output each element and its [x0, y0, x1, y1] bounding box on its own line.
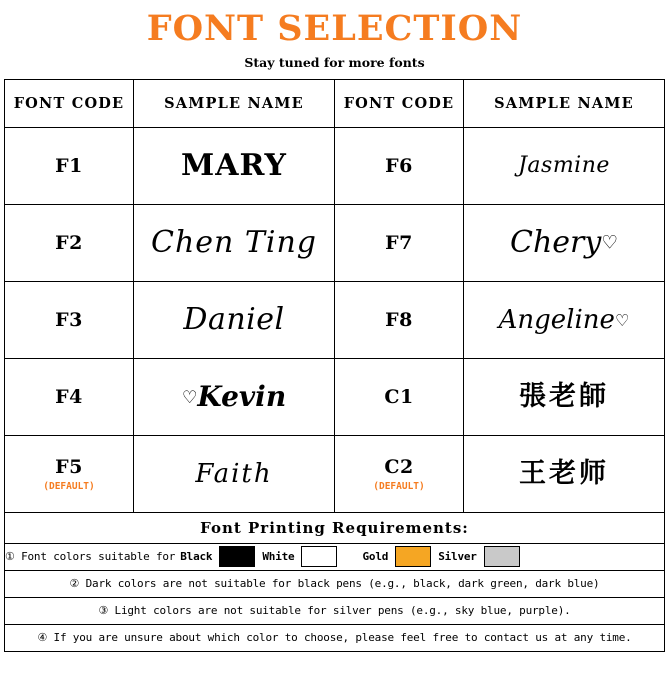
font-sample-f4-text: Kevin [197, 379, 287, 413]
requirement-line-1 [5, 543, 665, 570]
font-sample-f8 [464, 281, 665, 358]
requirements-row [5, 597, 665, 624]
font-code-f5 [5, 435, 134, 512]
font-selection-page [0, 10, 669, 679]
requirements-title-row [5, 512, 665, 543]
font-sample-f7-text: Chery [510, 224, 602, 260]
table-row [5, 435, 665, 512]
font-code-f5-default-note: (DEFAULT) [43, 480, 95, 492]
requirements-row [5, 570, 665, 597]
font-sample-f3: Daniel [134, 281, 335, 358]
font-table [4, 79, 665, 652]
color-chip-white [301, 546, 337, 567]
color-chip-gold [395, 546, 431, 567]
font-sample-f7 [464, 204, 665, 281]
color-swatch-group [5, 546, 664, 567]
font-code-f8: F8 [335, 281, 464, 358]
header-font-code-right: FONT CODE [335, 79, 464, 127]
header-sample-name-right: SAMPLE NAME [464, 79, 665, 127]
color-chip-black [219, 546, 255, 567]
color-label-gold: Gold [362, 550, 389, 563]
requirement-line-2: ② Dark colors are not suitable for black pens (e.g., black, dark green, dark blue) [5, 570, 665, 597]
font-sample-f5: Faith [134, 435, 335, 512]
table-row [5, 127, 665, 204]
requirement-line-3: ③ Light colors are not suitable for silver pens (e.g., sky blue, purple). [5, 597, 665, 624]
heart-icon: ♡ [601, 232, 618, 254]
table-header-row [5, 79, 665, 127]
font-sample-c2: 王老师 [464, 435, 665, 512]
heart-icon: ♡ [181, 387, 198, 408]
font-code-f7: F7 [335, 204, 464, 281]
color-label-silver: Silver [438, 550, 477, 563]
requirements-row [5, 624, 665, 651]
font-sample-f6: Jasmine [464, 127, 665, 204]
page-title: FONT SELECTION [146, 8, 523, 49]
font-code-f6: F6 [335, 127, 464, 204]
font-code-f2: F2 [5, 204, 134, 281]
font-sample-f2: Chen Ting [134, 204, 335, 281]
font-code-c2 [335, 435, 464, 512]
header-sample-name-left: SAMPLE NAME [134, 79, 335, 127]
requirements-title: Font Printing Requirements: [5, 512, 665, 543]
requirements-colors-row [5, 543, 665, 570]
heart-icon: ♡ [614, 310, 630, 330]
color-label-white: White [262, 550, 295, 563]
font-code-c2-default-note: (DEFAULT) [373, 480, 425, 492]
font-code-c2-text: C2 [384, 455, 414, 478]
font-code-f3: F3 [5, 281, 134, 358]
requirement-line-4: ④ If you are unsure about which color to choose, please feel free to contact us at any time. [5, 624, 665, 651]
page-subtitle: Stay tuned for more fonts [244, 54, 425, 70]
table-row [5, 204, 665, 281]
font-code-c1: C1 [335, 358, 464, 435]
font-sample-f1: MARY [134, 127, 335, 204]
font-sample-f8-text: Angeline [498, 304, 615, 335]
font-sample-c1: 張老師 [464, 358, 665, 435]
font-code-f1: F1 [5, 127, 134, 204]
color-label-black: Black [180, 550, 213, 563]
font-sample-f4 [134, 358, 335, 435]
font-code-f4: F4 [5, 358, 134, 435]
table-row [5, 281, 665, 358]
color-chip-silver [484, 546, 520, 567]
font-code-f5-text: F5 [55, 455, 83, 478]
header-font-code-left: FONT CODE [5, 79, 134, 127]
table-row [5, 358, 665, 435]
requirement-line-1-prefix: ① Font colors suitable for [5, 550, 176, 563]
